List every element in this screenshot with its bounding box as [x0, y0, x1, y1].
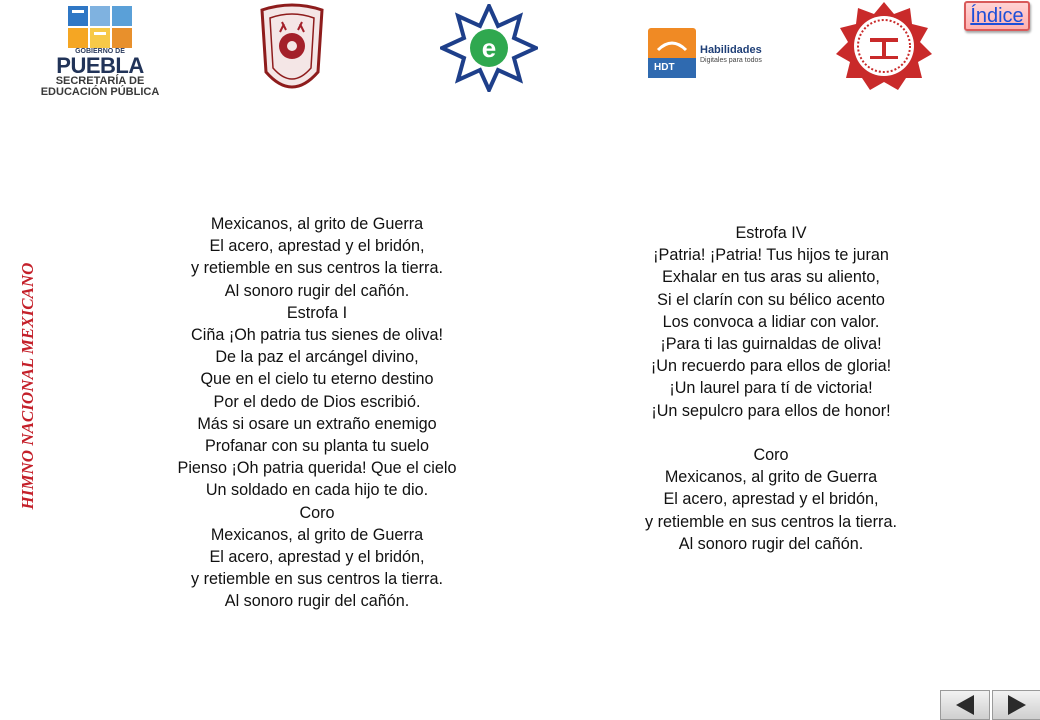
- hdt-name-text: Habilidades: [700, 44, 762, 56]
- lyric-line: Al sonoro rugir del cañón.: [224, 592, 410, 611]
- lyric-line: ¡Un laurel para tí de victoria!: [669, 379, 873, 398]
- lyric-line: Ciña ¡Oh patria tus sienes de oliva!: [191, 326, 443, 345]
- next-slide-button[interactable]: [992, 690, 1040, 720]
- lyric-line: y retiemble en sus centros la tierra.: [645, 512, 897, 531]
- previous-slide-button[interactable]: [940, 690, 990, 720]
- lyric-line: Profanar con su planta tu suelo: [204, 437, 430, 456]
- lyric-line: Al sonoro rugir del cañón.: [678, 534, 864, 553]
- lyric-line: Al sonoro rugir del cañón.: [224, 281, 410, 300]
- puebla-secretaria-text: [38, 76, 162, 98]
- lyric-line: Por el dedo de Dios escribió.: [213, 392, 421, 411]
- lyric-line: Los convoca a lidiar con valor.: [662, 312, 880, 331]
- lyric-line: De la paz el arcángel divino,: [215, 348, 419, 367]
- puebla-sep-logo: [38, 4, 162, 100]
- lyric-line: Más si osare un extraño enemigo: [197, 414, 437, 433]
- lyric-line: El acero, aprestad y el bridón,: [209, 548, 425, 567]
- puebla-cubes-icon: [38, 4, 162, 50]
- triangle-left-icon: [952, 693, 978, 717]
- lyric-line: Mexicanos, al grito de Guerra: [664, 468, 878, 487]
- lyric-line: Pienso ¡Oh patria querida! Que el cielo: [177, 459, 457, 478]
- lyric-line: y retiemble en sus centros la tierra.: [191, 570, 443, 589]
- lyric-line: ¡Patria! ¡Patria! Tus hijos te juran: [653, 246, 889, 265]
- puebla-secretaria-line1: SECRETARÍA DE: [55, 75, 145, 87]
- e-star-logo: [440, 4, 538, 92]
- lyrics-right-column: [600, 222, 942, 555]
- hdt-abbr-text: HDT: [654, 62, 675, 73]
- side-title: HIMNO NACIONAL MEXICANO: [18, 262, 37, 510]
- red-seal-logo: [834, 2, 934, 90]
- lyric-line: ¡Un recuerdo para ellos de gloria!: [650, 357, 892, 376]
- stanza-gap: [600, 422, 942, 444]
- lyric-line: Coro: [299, 503, 335, 522]
- puebla-gobierno-text: GOBIERNO DE: [75, 48, 125, 55]
- lyric-line: Exhalar en tus aras su aliento,: [662, 268, 880, 287]
- lyric-line: Mexicanos, al grito de Guerra: [210, 215, 424, 233]
- svg-text:e: e: [481, 33, 497, 63]
- triangle-right-icon: [1004, 693, 1030, 717]
- lyric-line: Mexicanos, al grito de Guerra: [210, 525, 424, 544]
- indice-button[interactable]: [964, 1, 1030, 31]
- hdt-habilidades-logo: [648, 28, 770, 78]
- puebla-name-text: PUEBLA: [56, 53, 144, 78]
- lyric-line: Estrofa IV: [735, 224, 807, 242]
- lyric-line: Coro: [753, 446, 789, 465]
- lyric-line: El acero, aprestad y el bridón,: [663, 490, 879, 509]
- lyric-line: ¡Para ti las guirnaldas de oliva!: [660, 335, 882, 354]
- puebla-secretaria-line2: EDUCACIÓN PÚBLICA: [40, 86, 160, 98]
- lyrics-left-column: [146, 213, 488, 613]
- lyric-line: Si el clarín con su bélico acento: [657, 290, 885, 309]
- lyric-line: Un soldado en cada hijo te dio.: [205, 481, 429, 500]
- lyric-line: El acero, aprestad y el bridón,: [209, 237, 425, 256]
- indice-link[interactable]: Índice: [970, 4, 1024, 27]
- lyric-line: Que en el cielo tu eterno destino: [200, 370, 434, 389]
- lyric-line: ¡Un sepulcro para ellos de honor!: [651, 401, 891, 420]
- lyric-line: y retiemble en sus centros la tierra.: [191, 259, 443, 278]
- hdt-tagline-text: Digitales para todos: [700, 57, 762, 64]
- escuelas-secundarias-tecnicas-logo: [256, 2, 328, 102]
- lyric-line: Estrofa I: [286, 303, 348, 322]
